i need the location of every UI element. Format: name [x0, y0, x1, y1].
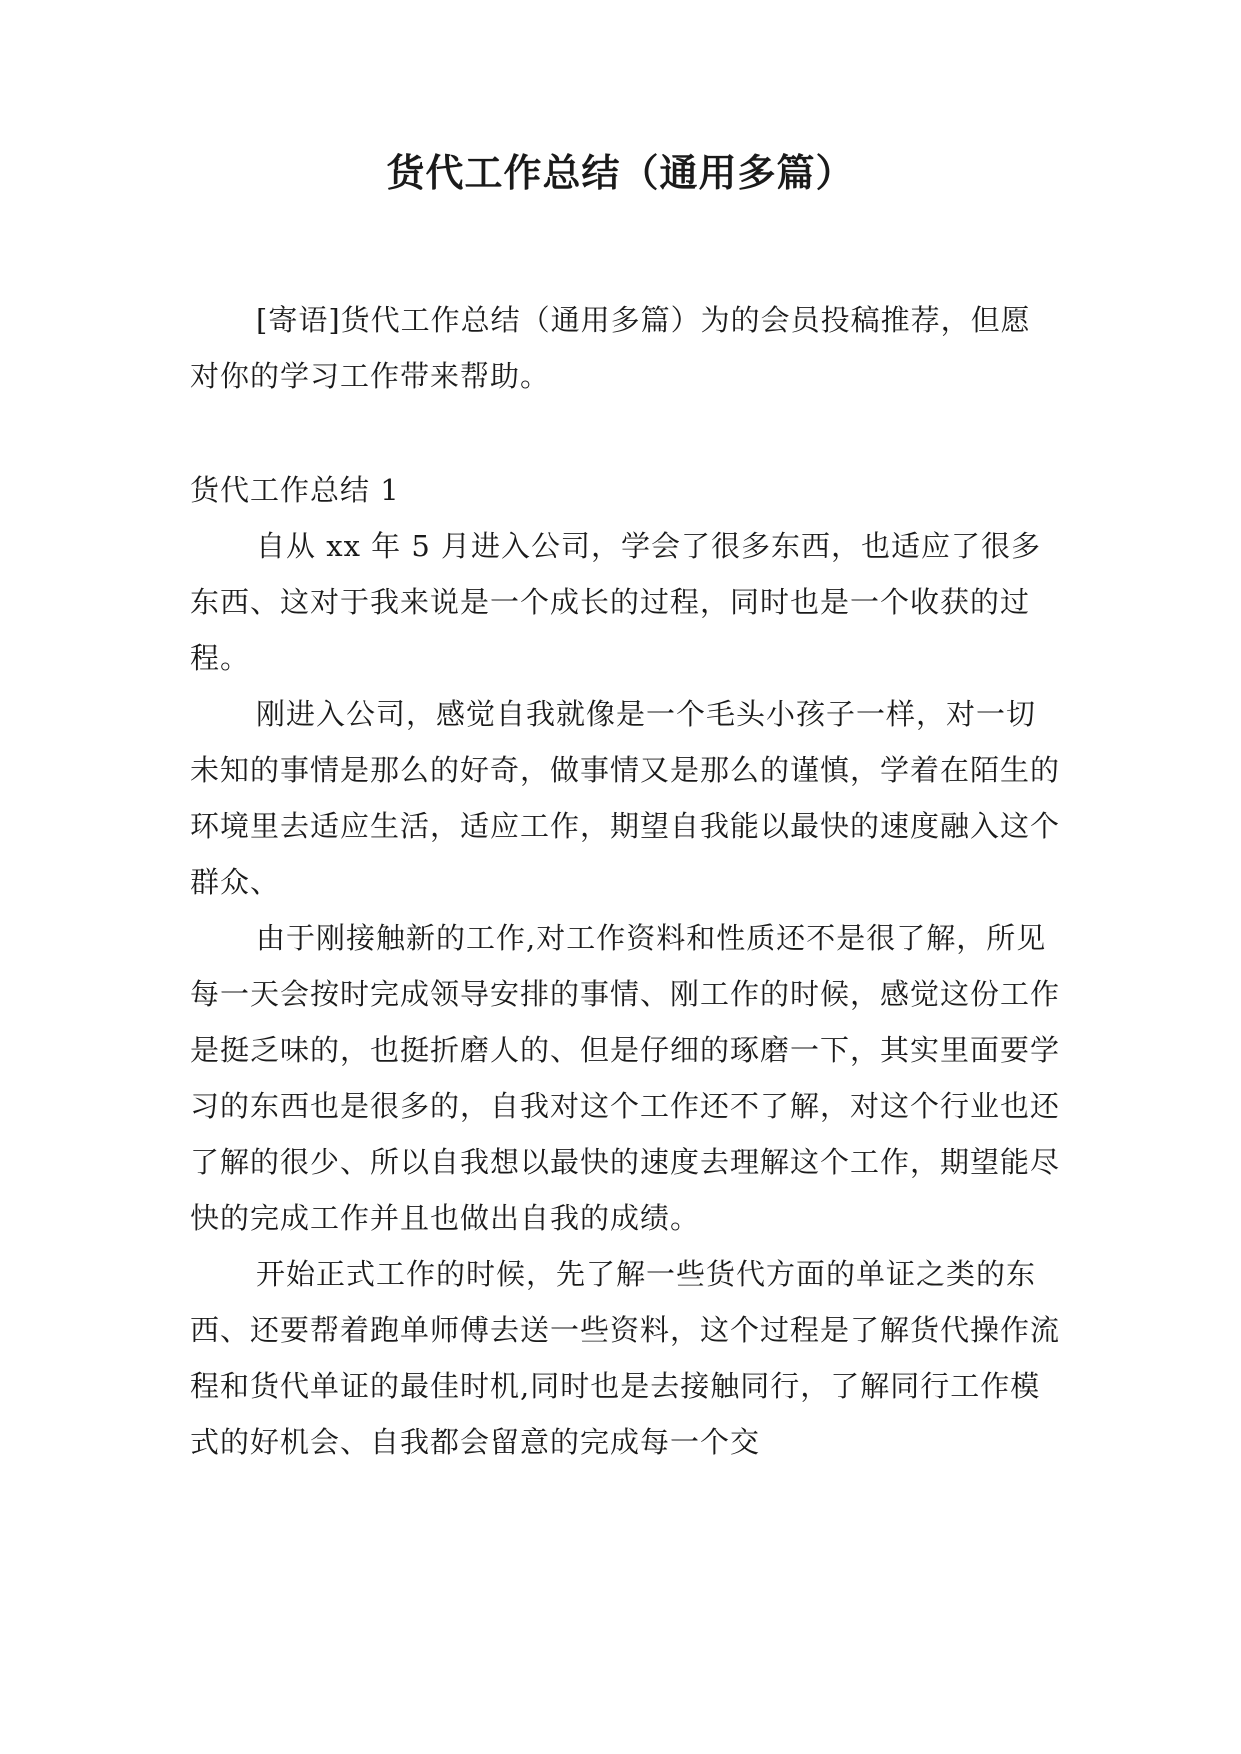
body-paragraph: 由于刚接触新的工作,对工作资料和性质还不是很了解，所见每一天会按时完成领导安排的事情、刚工作的时候，感觉这份工作是挺乏味的，也挺折磨人的、但是仔细的琢磨一下，其实里面要学习的东西也是很多的，自我对这个工作还不了解，对这个行业也还了解的很少、所以自我想以最快的速度去理解这个工作，期望能尽快的完成工作并且也做出自我的成绩。 — [190, 921, 1061, 1235]
body-paragraph: 自从 xx 年 5 月进入公司，学会了很多东西，也适应了很多东西、这对于我来说是一个成长的过程，同时也是一个收获的过程。 — [190, 529, 1042, 675]
document-body — [190, 518, 1060, 1470]
section-heading: 货代工作总结 1 — [190, 473, 400, 507]
body-paragraph: 刚进入公司，感觉自我就像是一个毛头小孩子一样，对一切未知的事情是那么的好奇，做事情又是那么的谨慎，学着在陌生的环境里去适应生活，适应工作，期望自我能以最快的速度融入这个群众、 — [190, 697, 1061, 899]
body-paragraph: 开始正式工作的时候，先了解一些货代方面的单证之类的东西、还要帮着跑单师傅去送一些资料，这个过程是了解货代操作流程和货代单证的最佳时机,同时也是去接触同行，了解同行工作模式的好机会、自我都会留意的完成每一个交 — [190, 1257, 1061, 1459]
intro-paragraph: [寄语]货代工作总结（通用多篇）为的会员投稿推荐，但愿对你的学习工作带来帮助。 — [190, 303, 1031, 393]
document-title: 货代工作总结（通用多篇） — [386, 151, 855, 195]
